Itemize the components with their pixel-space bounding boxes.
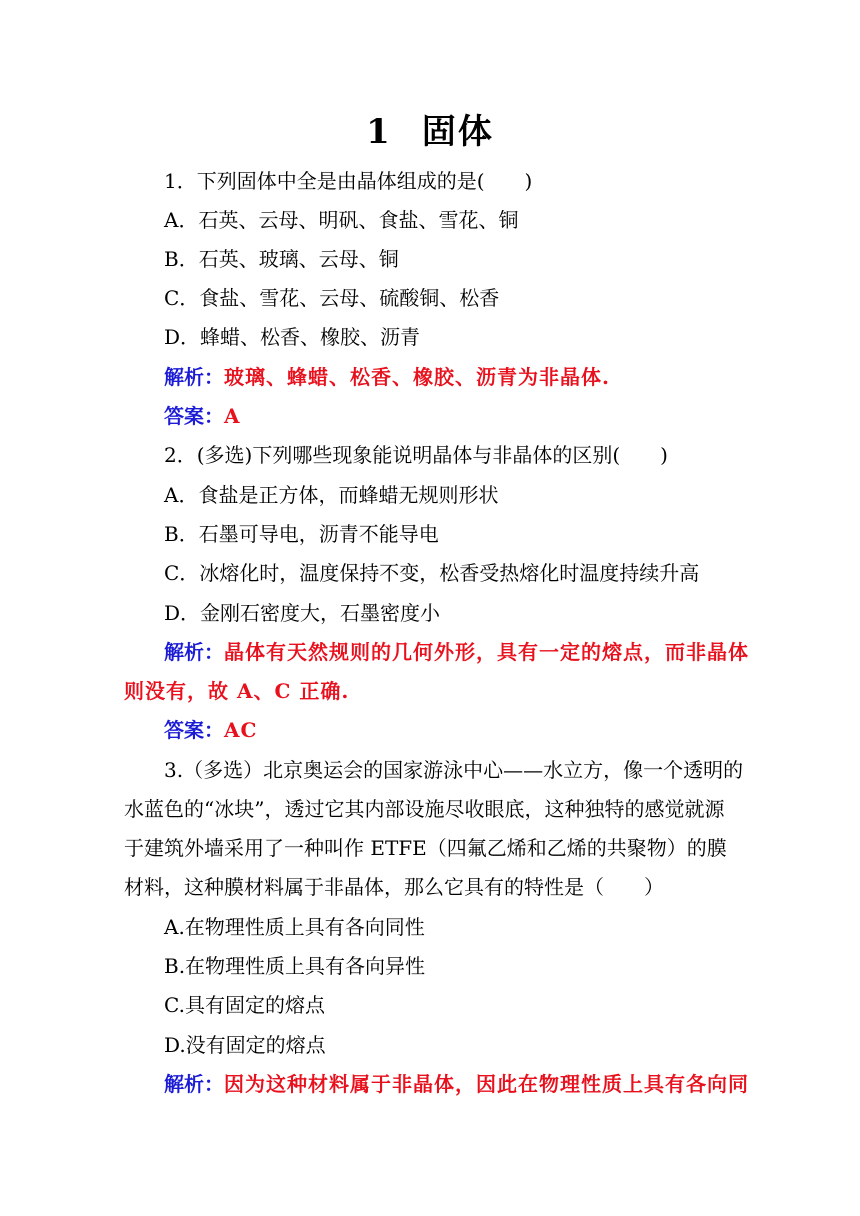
q2-analysis-text-1: 晶体有天然规则的几何外形，具有一定的熔点，而非晶体	[224, 640, 749, 664]
q3-stem-line-3: 于建筑外墙采用了一种叫作 ETFE（四氟乙烯和乙烯的共聚物）的膜	[124, 836, 727, 860]
q1-option-b: B．石英、玻璃、云母、铜	[164, 247, 399, 271]
q3-option-b: B.在物理性质上具有各向异性	[164, 954, 426, 978]
q3-stem-line-2: 水蓝色的“冰块”，透过它其内部设施尽收眼底，这种独特的感觉就源	[124, 797, 725, 821]
q2-answer-text: AC	[224, 718, 258, 742]
q1-answer-label: 答案：	[164, 404, 224, 428]
q2-analysis-label: 解析：	[164, 640, 224, 664]
q2-option-a: A．食盐是正方体，而蜂蜡无规则形状	[164, 483, 499, 507]
q1-answer	[164, 404, 241, 428]
q3-analysis-label: 解析：	[164, 1072, 224, 1096]
q2-option-d: D．金刚石密度大，石墨密度小	[164, 601, 441, 625]
q3-stem-line-4: 材料，这种膜材料属于非晶体，那么它具有的特性是（ ）	[124, 875, 664, 899]
q3-stem-line-1	[124, 758, 744, 782]
q3-option-d: D.没有固定的熔点	[164, 1033, 326, 1057]
q1-analysis-label: 解析：	[164, 365, 224, 389]
q2-option-b: B．石墨可导电，沥青不能导电	[164, 522, 439, 546]
q2-analysis	[164, 640, 749, 664]
q3-stem-text-1: 3.（多选）北京奥运会的国家游泳中心——水立方，像一个透明的	[164, 758, 744, 782]
q2-answer-label: 答案：	[164, 718, 224, 742]
q3-option-c: C.具有固定的熔点	[164, 993, 325, 1017]
q2-analysis-continued	[124, 679, 744, 703]
q1-option-d: D．蜂蜡、松香、橡胶、沥青	[164, 325, 421, 349]
q3-analysis	[164, 1072, 749, 1096]
title-number: 1	[366, 112, 392, 152]
q1-analysis-text: 玻璃、蜂蜡、松香、橡胶、沥青为非晶体.	[224, 365, 610, 389]
q2-stem: 2．(多选)下列哪些现象能说明晶体与非晶体的区别( )	[164, 443, 668, 467]
q1-option-c: C．食盐、雪花、云母、硫酸铜、松香	[164, 286, 500, 310]
q1-analysis	[164, 365, 610, 389]
q1-option-a: A．石英、云母、明矾、食盐、雪花、铜	[164, 208, 519, 232]
q2-answer	[164, 718, 257, 742]
page-title	[0, 104, 860, 153]
title-text: 固体	[421, 112, 494, 152]
q3-analysis-text-1: 因为这种材料属于非晶体，因此在物理性质上具有各向同	[224, 1072, 749, 1096]
q2-analysis-text-2: 则没有，故 A、C 正确.	[124, 679, 350, 703]
q1-answer-text: A	[224, 404, 241, 428]
q2-option-c: C．冰熔化时，温度保持不变，松香受热熔化时温度持续升高	[164, 561, 700, 585]
q3-option-a: A.在物理性质上具有各向同性	[164, 915, 425, 939]
q1-stem: 1．下列固体中全是由晶体组成的是( )	[164, 169, 533, 193]
